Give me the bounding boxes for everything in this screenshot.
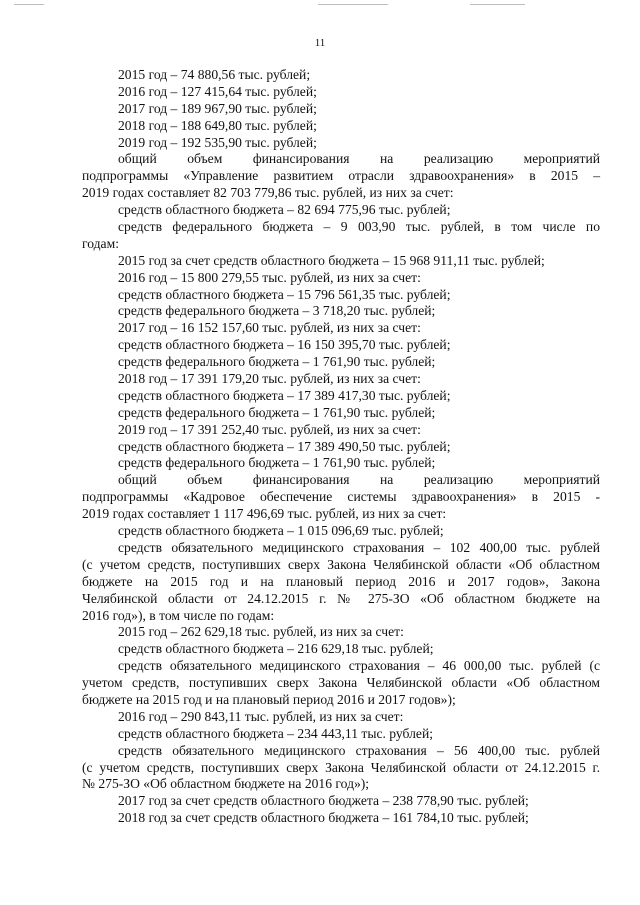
text-line: средств областного бюджета – 16 150 395,70 тыс. рублей; [118,337,451,353]
text-line: 2015 год – 74 880,56 тыс. рублей; [118,67,311,82]
text-line: Челябинской области от 24.12.2015 г. № 275-ЗО «Об областном бюджете на [82,590,600,606]
scan-artifact [318,4,388,5]
text-line: 2018 год – 188 649,80 тыс. рублей; [118,117,317,133]
text-line: учетом средств, поступивших сверх Закона Челябинской области «Об областном [82,675,600,691]
text-line: бюджете на 2015 год и на плановый период 2016 и 2017 годов»); [82,691,456,707]
text-line: 2016 год»), в том числе по годам: [82,607,275,623]
text-line: (с учетом средств, поступивших сверх Закона Челябинской области «Об областном [82,556,600,572]
text-line: 2016 год – 15 800 279,55 тыс. рублей, из них за счет: [118,269,421,285]
text-line: 2017 год – 16 152 157,60 тыс. рублей, из них за счет: [118,320,421,336]
text-line: 2019 годах составляет 1 117 496,69 тыс. рублей, из них за счет: [82,506,447,522]
text-line: средств федерального бюджета – 9 003,90 тыс. рублей, в том числе по [118,219,600,235]
text-line: средств областного бюджета – 15 796 561,35 тыс. рублей; [118,286,451,302]
text-line: 2016 год – 127 415,64 тыс. рублей; [118,83,317,99]
text-line: 2019 годах составляет 82 703 779,86 тыс. рублей, из них за счет: [82,185,454,201]
text-line: средств обязательного медицинского страхования – 102 400,00 тыс. рублей [118,539,600,555]
text-line: 2018 год за счет средств областного бюджета – 161 784,10 тыс. рублей; [118,810,529,826]
text-line: 2018 год – 17 391 179,20 тыс. рублей, из них за счет: [118,371,421,387]
text-line: средств областного бюджета – 216 629,18 тыс. рублей; [118,641,434,657]
text-line: средств областного бюджета – 1 015 096,69 тыс. рублей; [118,523,444,539]
scan-artifact [470,4,525,5]
text-line: 2015 год – 262 629,18 тыс. рублей, из них за счет: [118,624,404,640]
text-line: (с учетом средств, поступивших сверх Закона Челябинской области от 24.12.2015 г. [82,759,600,775]
text-line: бюджете на 2015 год и на плановый период 2016 и 2017 годов», Закона [82,573,600,589]
text-line: средств областного бюджета – 17 389 490,50 тыс. рублей; [118,438,451,454]
text-line: подпрограммы «Управление развитием отрасли здравоохранения» в 2015 – [82,168,600,184]
document-body [82,67,600,827]
text-line: 2019 год – 17 391 252,40 тыс. рублей, из них за счет: [118,421,421,437]
text-line: средств обязательного медицинского страхования – 56 400,00 тыс. рублей [118,742,600,758]
text-line: годам: [82,235,119,251]
text-line: средств областного бюджета – 82 694 775,96 тыс. рублей; [118,202,451,218]
text-line: средств федерального бюджета – 3 718,20 тыс. рублей; [118,303,436,319]
scan-artifact [14,4,44,5]
text-line: подпрограммы «Кадровое обеспечение системы здравоохранения» в 2015 - [82,489,600,505]
text-line: 2017 год – 189 967,90 тыс. рублей; [118,100,317,116]
text-line: 2016 год – 290 843,11 тыс. рублей, из них за счет: [118,708,404,724]
text-line: средств областного бюджета – 17 389 417,30 тыс. рублей; [118,387,451,403]
text-line: № 275-ЗО «Об областном бюджете на 2016 год»); [82,776,370,792]
text-line: средств обязательного медицинского страхования – 46 000,00 тыс. рублей (с [118,658,600,674]
text-line: средств федерального бюджета – 1 761,90 тыс. рублей; [118,354,436,370]
text-line: средств федерального бюджета – 1 761,90 тыс. рублей; [118,455,436,471]
text-line: 2019 год – 192 535,90 тыс. рублей; [118,134,317,150]
text-line: общий объем финансирования на реализацию мероприятий [118,151,600,167]
text-line: 2017 год за счет средств областного бюджета – 238 778,90 тыс. рублей; [118,793,529,809]
text-line: средств областного бюджета – 234 443,11 тыс. рублей; [118,725,433,741]
text-line: 2015 год за счет средств областного бюджета – 15 968 911,11 тыс. рублей; [118,252,545,268]
page-number: 11 [314,37,326,49]
text-line: средств федерального бюджета – 1 761,90 тыс. рублей; [118,404,436,420]
text-line: общий объем финансирования на реализацию мероприятий [118,472,600,488]
